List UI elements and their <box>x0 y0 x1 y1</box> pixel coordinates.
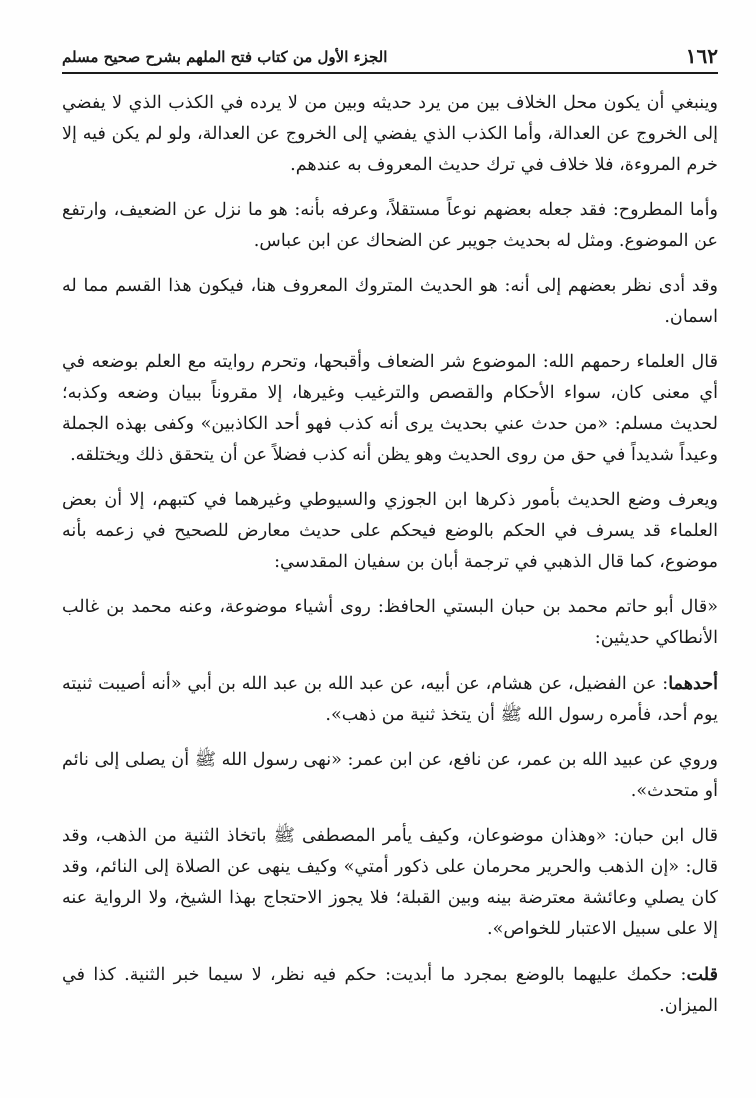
paragraph-lead: قلت <box>686 964 718 985</box>
running-title: الجزء الأول من كتاب فتح الملهم بشرح صحيح مسلم <box>62 48 388 66</box>
paragraph-text: قال ابن حبان: «وهذان موضوعان، وكيف يأمر المصطفى ﷺ باتخاذ الثنية من الذهب، وقد قال: «إن الذهب والحرير محرمان على ذكور أمتي» وكيف ينهى عن الصلاة إلى النائم، وقد كان يصلي وعائشة معترضة بينه وبين القبلة؛ فلا يجوز الاحتجاج بهذا الشيخ، ولا الرواية عنه إلا على سبيل الاعتبار للخواص». <box>62 826 718 939</box>
paragraph-text: وأما المطروح: فقد جعله بعضهم نوعاً مستقلاً، وعرفه بأنه: هو ما نزل عن الضعيف، وارتفع عن الموضوع. ومثل له بحديث جويبر عن الضحاك عن ابن عباس. <box>62 200 718 251</box>
paragraph-first-hadith <box>62 668 718 731</box>
page-number: ١٦٢ <box>685 44 718 68</box>
paragraph-disagreement <box>62 88 718 181</box>
paragraph-text: وروي عن عبيد الله بن عمر، عن نافع، عن ابن عمر: «نهى رسول الله ﷺ أن يصلى إلى نائم أو متحدث». <box>62 750 718 801</box>
paragraph-second-hadith <box>62 745 718 807</box>
page-body <box>62 74 718 1022</box>
book-page <box>62 38 718 1078</box>
paragraph-quote-abu-hatim <box>62 592 718 654</box>
paragraph-lead: أحدهما <box>668 673 718 694</box>
page-header <box>62 38 718 74</box>
paragraph-matruk <box>62 271 718 333</box>
paragraph-text: قال العلماء رحمهم الله: الموضوع شر الضعاف وأقبحها، وتحرم روايته مع العلم بوضعه في أي معنى كان، سواء الأحكام والقصص والترغيب وغيرها، إلا مقروناً ببيان وضعه وكذبه؛ لحديث مسلم: «من حدث عني بحديث يرى أنه كذب فهو أحد الكاذبين» وكفى بهذه الجملة وعيداً شديداً في حق من روى الحديث وهو يظن أنه كذب فضلاً عن أن يتحقق ذلك ويختلقه. <box>62 352 718 465</box>
paragraph-matruh <box>62 195 718 257</box>
paragraph-mawdu <box>62 347 718 471</box>
paragraph-author-comment <box>62 959 718 1022</box>
paragraph-text: وقد أدى نظر بعضهم إلى أنه: هو الحديث المتروك المعروف هنا، فيكون هذا القسم مما له اسمان. <box>62 276 718 327</box>
paragraph-text: ويعرف وضع الحديث بأمور ذكرها ابن الجوزي والسيوطي وغيرهما في كتبهم، إلا أن بعض العلماء قد يسرف في الحكم بالوضع فيحكم على حديث معارض للصحيح في زعمه بأنه موضوع، كما قال الذهبي في ترجمة أبان بن سفيان المقدسي: <box>62 490 718 572</box>
paragraph-text: : عن الفضيل، عن هشام، عن أبيه، عن عبد الله بن عبد الله بن أبي «أنه أصيبت ثنيته يوم أحد، فأمره رسول الله ﷺ أن يتخذ ثنية من ذهب». <box>62 674 718 725</box>
paragraph-text: «قال أبو حاتم محمد بن حبان البستي الحافظ: روى أشياء موضوعة، وعنه محمد بن غالب الأنطاكي حديثين: <box>62 597 718 648</box>
paragraph-identifying-fabrication <box>62 485 718 578</box>
paragraph-ibn-hibban <box>62 821 718 945</box>
paragraph-text: : حكمك عليهما بالوضع بمجرد ما أبديت: حكم فيه نظر، لا سيما خبر الثنية. كذا في الميزان. <box>62 965 718 1016</box>
paragraph-text: وينبغي أن يكون محل الخلاف بين من يرد حديثه وبين من لا يرده في الكذب الذي لا يفضي إلى الخروج عن العدالة، وأما الكذب الذي يفضي إلى الخروج عن العدالة، ولو لم يكن فيه إلا خرم المروءة، فلا خلاف في ترك حديث المعروف به عندهم. <box>62 93 718 175</box>
